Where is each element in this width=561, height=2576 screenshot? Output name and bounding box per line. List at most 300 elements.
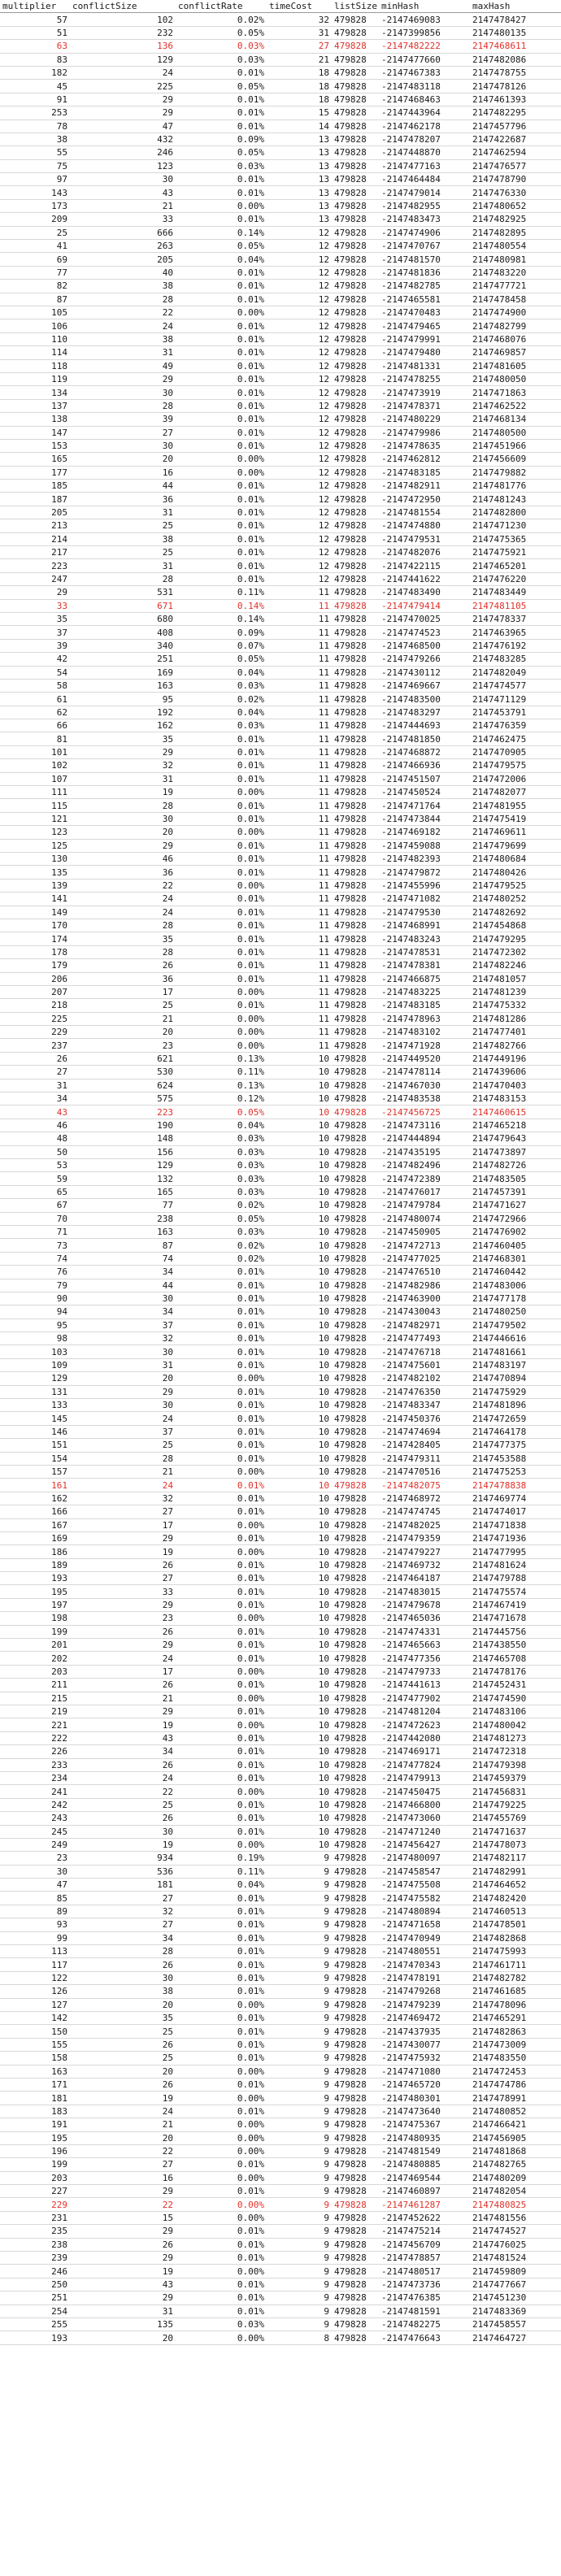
table-row[interactable] [0,1452,561,1465]
table-row[interactable] [0,2065,561,2078]
table-row[interactable] [0,2038,561,2051]
multiplier-cell: 123 [0,826,70,839]
table-row[interactable] [0,2131,561,2144]
table-row[interactable] [0,719,561,732]
table-row[interactable] [0,866,561,879]
min-hash-cell: -2147480301 [379,2092,470,2105]
time-cost-cell: 11 [267,1012,332,1025]
table-row[interactable] [0,2185,561,2198]
table-row[interactable] [0,2198,561,2211]
time-cost-cell: 9 [267,2118,332,2131]
table-row[interactable] [0,2318,561,2331]
list-size-cell: 479828 [332,853,379,866]
table-row[interactable] [0,666,561,679]
table-row[interactable] [0,879,561,892]
min-hash-cell: -2147476510 [379,1266,470,1279]
time-cost-cell: 12 [267,240,332,253]
min-hash-cell: -2147469083 [379,13,470,26]
table-row[interactable] [0,453,561,466]
table-row[interactable] [0,853,561,866]
conflict-size-cell: 31 [70,1358,176,1371]
list-size-cell: 479828 [332,1145,379,1158]
time-cost-cell: 10 [267,1825,332,1838]
max-hash-cell: 2147465291 [470,2011,561,2024]
table-row[interactable] [0,280,561,293]
conflict-rate-cell: 0.07% [176,639,267,652]
conflict-size-cell: 21 [70,2118,176,2131]
table-row[interactable] [0,639,561,652]
table-row[interactable] [0,146,561,159]
time-cost-cell: 11 [267,866,332,879]
table-row[interactable] [0,519,561,532]
time-cost-cell: 9 [267,1852,332,1865]
table-row[interactable] [0,1531,561,1544]
table-row[interactable] [0,1825,561,1838]
multiplier-cell: 211 [0,1679,70,1692]
list-size-cell: 479828 [332,1958,379,1971]
multiplier-cell: 119 [0,372,70,385]
table-row[interactable] [0,1199,561,1212]
table-row[interactable] [0,972,561,985]
multiplier-cell: 105 [0,306,70,319]
table-row[interactable] [0,1106,561,1119]
multiplier-cell: 141 [0,893,70,906]
table-row[interactable] [0,1132,561,1145]
conflict-size-cell: 27 [70,1572,176,1585]
table-row[interactable] [0,1239,561,1252]
max-hash-cell: 2147439606 [470,1066,561,1079]
header-list-size[interactable]: listSize [332,0,379,13]
max-hash-cell: 2147483449 [470,586,561,599]
conflict-size-cell: 38 [70,280,176,293]
max-hash-cell: 2147422687 [470,132,561,146]
table-row[interactable] [0,732,561,745]
conflict-rate-cell: 0.05% [176,80,267,93]
table-row[interactable] [0,80,561,93]
table-row[interactable] [0,1372,561,1385]
table-row[interactable] [0,1505,561,1518]
table-row[interactable] [0,506,561,519]
table-row[interactable] [0,173,561,186]
table-row[interactable] [0,2265,561,2278]
header-conflict-rate[interactable]: conflictRate [176,0,267,13]
table-row[interactable] [0,1692,561,1705]
table-row[interactable] [0,1892,561,1905]
header-time-cost[interactable]: timeCost [267,0,332,13]
table-row[interactable] [0,466,561,479]
time-cost-cell: 18 [267,66,332,79]
conflict-size-cell: 25 [70,519,176,532]
table-row[interactable] [0,13,561,26]
multiplier-cell: 207 [0,985,70,998]
max-hash-cell: 2147465708 [470,1652,561,1665]
table-row[interactable] [0,293,561,306]
table-row[interactable] [0,826,561,839]
multiplier-cell: 153 [0,439,70,452]
time-cost-cell: 10 [267,1292,332,1305]
max-hash-cell: 2147480250 [470,1305,561,1318]
min-hash-cell: -2147473844 [379,812,470,825]
conflict-size-cell: 123 [70,159,176,172]
multiplier-cell: 121 [0,812,70,825]
list-size-cell: 479828 [332,1665,379,1678]
table-row[interactable] [0,332,561,345]
header-conflict-size[interactable]: conflictSize [70,0,176,13]
list-size-cell: 479828 [332,1318,379,1331]
conflict-size-cell: 23 [70,1039,176,1052]
table-row[interactable] [0,1292,561,1305]
table-row[interactable] [0,2118,561,2131]
table-row[interactable] [0,1998,561,2011]
table-row[interactable] [0,319,561,332]
table-row[interactable] [0,1158,561,1171]
table-row[interactable] [0,93,561,106]
table-row[interactable] [0,759,561,772]
table-row[interactable] [0,213,561,226]
max-hash-cell: 2147478126 [470,80,561,93]
max-hash-cell: 2147481524 [470,2252,561,2265]
table-row[interactable] [0,1026,561,1039]
time-cost-cell: 10 [267,1785,332,1798]
table-row[interactable] [0,2278,561,2291]
time-cost-cell: 27 [267,40,332,53]
table-row[interactable] [0,1492,561,1505]
list-size-cell: 479828 [332,1652,379,1665]
conflict-rate-cell: 0.05% [176,1106,267,1119]
min-hash-cell: -2147476385 [379,2291,470,2304]
table-row[interactable] [0,2331,561,2344]
table-row[interactable] [0,985,561,998]
list-size-cell: 479828 [332,1531,379,1544]
table-row[interactable] [0,999,561,1012]
table-row[interactable] [0,559,561,572]
table-row[interactable] [0,1665,561,1678]
time-cost-cell: 12 [267,253,332,266]
table-row[interactable] [0,1318,561,1331]
table-row[interactable] [0,745,561,758]
max-hash-cell: 2147481661 [470,1345,561,1358]
table-row[interactable] [0,1798,561,1811]
time-cost-cell: 9 [267,2078,332,2091]
multiplier-cell: 154 [0,1452,70,1465]
table-row[interactable] [0,1612,561,1625]
time-cost-cell: 9 [267,1918,332,1931]
multiplier-cell: 187 [0,493,70,506]
table-row[interactable] [0,679,561,692]
max-hash-cell: 2147472453 [470,2065,561,2078]
table-row[interactable] [0,1439,561,1452]
max-hash-cell: 2147466421 [470,2118,561,2131]
conflict-rate-cell: 0.01% [176,493,267,506]
table-row[interactable] [0,1266,561,1279]
table-row[interactable] [0,1905,561,1918]
table-row[interactable] [0,1679,561,1692]
table-row[interactable] [0,1052,561,1065]
table-row[interactable] [0,1093,561,1106]
table-row[interactable] [0,1931,561,1944]
header-min-hash[interactable]: minHash [379,0,470,13]
conflict-rate-cell: 0.01% [176,1452,267,1465]
conflict-size-cell: 29 [70,1639,176,1652]
table-row[interactable] [0,132,561,146]
table-row[interactable] [0,2025,561,2038]
table-row[interactable] [0,919,561,932]
time-cost-cell: 10 [267,1093,332,1106]
table-row[interactable] [0,959,561,972]
multiplier-cell: 62 [0,706,70,719]
table-row[interactable] [0,346,561,359]
conflict-rate-cell: 0.01% [176,772,267,785]
table-row[interactable] [0,706,561,719]
conflict-size-cell: 46 [70,853,176,866]
table-row[interactable] [0,106,561,119]
table-row[interactable] [0,612,561,625]
table-row[interactable] [0,945,561,958]
table-row[interactable] [0,626,561,639]
table-row[interactable] [0,1399,561,1412]
conflict-size-cell: 43 [70,1731,176,1744]
table-row[interactable] [0,1585,561,1598]
table-row[interactable] [0,53,561,66]
table-row[interactable] [0,426,561,439]
max-hash-cell: 2147475921 [470,546,561,559]
conflict-size-cell: 33 [70,1585,176,1598]
conflict-rate-cell: 0.09% [176,132,267,146]
table-row[interactable] [0,1479,561,1492]
table-row[interactable] [0,2171,561,2184]
table-row[interactable] [0,439,561,452]
table-row[interactable] [0,159,561,172]
table-row[interactable] [0,413,561,426]
table-row[interactable] [0,1185,561,1198]
table-row[interactable] [0,1252,561,1265]
table-row[interactable] [0,1652,561,1665]
table-row[interactable] [0,1212,561,1225]
table-row[interactable] [0,2225,561,2238]
list-size-cell: 479828 [332,13,379,26]
table-row[interactable] [0,1039,561,1052]
table-row[interactable] [0,1172,561,1185]
table-row[interactable] [0,226,561,239]
table-row[interactable] [0,1066,561,1079]
table-row[interactable] [0,1838,561,1851]
table-row[interactable] [0,1358,561,1371]
conflict-rate-cell: 0.01% [176,1305,267,1318]
time-cost-cell: 9 [267,2065,332,2078]
list-size-cell: 479828 [332,386,379,399]
multiplier-cell: 170 [0,919,70,932]
min-hash-cell: -2147479266 [379,653,470,666]
table-row[interactable] [0,1639,561,1652]
conflict-rate-cell: 0.01% [176,559,267,572]
conflict-rate-cell: 0.04% [176,1879,267,1892]
conflict-rate-cell: 0.01% [176,480,267,493]
max-hash-cell: 2147459809 [470,2265,561,2278]
table-row[interactable] [0,839,561,852]
table-row[interactable] [0,693,561,706]
list-size-cell: 479828 [332,346,379,359]
time-cost-cell: 12 [267,426,332,439]
multiplier-cell: 205 [0,506,70,519]
time-cost-cell: 14 [267,119,332,132]
table-row[interactable] [0,1918,561,1931]
table-row[interactable] [0,186,561,199]
table-row[interactable] [0,253,561,266]
time-cost-cell: 18 [267,80,332,93]
table-row[interactable] [0,1958,561,1971]
table-row[interactable] [0,546,561,559]
conflict-rate-cell: 0.01% [176,293,267,306]
table-row[interactable] [0,812,561,825]
multiplier-cell: 186 [0,1545,70,1558]
table-row[interactable] [0,40,561,53]
table-row[interactable] [0,1119,561,1132]
table-row[interactable] [0,480,561,493]
table-row[interactable] [0,2304,561,2318]
conflict-rate-cell: 0.01% [176,1505,267,1518]
table-row[interactable] [0,1012,561,1025]
max-hash-cell: 2147457391 [470,1185,561,1198]
table-row[interactable] [0,386,561,399]
table-row[interactable] [0,772,561,785]
table-row[interactable] [0,893,561,906]
time-cost-cell: 10 [267,1572,332,1585]
table-row[interactable] [0,1971,561,1984]
table-row[interactable] [0,1718,561,1731]
list-size-cell: 479828 [332,532,379,545]
list-size-cell: 479828 [332,719,379,732]
time-cost-cell: 12 [267,399,332,412]
table-row[interactable] [0,1745,561,1758]
table-row[interactable] [0,1812,561,1825]
time-cost-cell: 11 [267,959,332,972]
table-row[interactable] [0,1145,561,1158]
table-row[interactable] [0,1465,561,1478]
table-row[interactable] [0,2211,561,2224]
table-row[interactable] [0,599,561,612]
list-size-cell: 479828 [332,1225,379,1238]
table-row[interactable] [0,1225,561,1238]
multiplier-cell: 143 [0,186,70,199]
table-row[interactable] [0,1731,561,1744]
table-row[interactable] [0,1425,561,1438]
table-row[interactable] [0,119,561,132]
table-row[interactable] [0,1879,561,1892]
table-row[interactable] [0,240,561,253]
table-row[interactable] [0,1785,561,1798]
time-cost-cell: 10 [267,1212,332,1225]
table-row[interactable] [0,906,561,919]
table-row[interactable] [0,1545,561,1558]
min-hash-cell: -2147482986 [379,1279,470,1292]
min-hash-cell: -2147430077 [379,2038,470,2051]
table-row[interactable] [0,1758,561,1771]
conflict-rate-cell: 0.01% [176,1771,267,1784]
table-row[interactable] [0,2011,561,2024]
time-cost-cell: 9 [267,2131,332,2144]
table-row[interactable] [0,1305,561,1318]
table-row[interactable] [0,2291,561,2304]
table-row[interactable] [0,2105,561,2118]
min-hash-cell: -2147483225 [379,985,470,998]
table-row[interactable] [0,2092,561,2105]
table-row[interactable] [0,1771,561,1784]
conflict-rate-cell: 0.00% [176,1465,267,1478]
table-row[interactable] [0,1385,561,1398]
multiplier-cell: 227 [0,2185,70,2198]
table-row[interactable] [0,786,561,799]
conflict-rate-cell: 0.00% [176,879,267,892]
table-row[interactable] [0,359,561,372]
table-row[interactable] [0,2238,561,2251]
multiplier-cell: 82 [0,280,70,293]
table-row[interactable] [0,2144,561,2157]
max-hash-cell: 2147481286 [470,1012,561,1025]
table-row[interactable] [0,372,561,385]
list-size-cell: 479828 [332,1572,379,1585]
conflict-size-cell: 43 [70,2278,176,2291]
table-row[interactable] [0,2052,561,2065]
time-cost-cell: 9 [267,1945,332,1958]
min-hash-cell: -2147465720 [379,2078,470,2091]
header-max-hash[interactable]: maxHash [470,0,561,13]
table-row[interactable] [0,26,561,39]
table-row[interactable] [0,399,561,412]
table-row[interactable] [0,306,561,319]
table-row[interactable] [0,266,561,279]
table-row[interactable] [0,1332,561,1345]
conflict-size-cell: 20 [70,1026,176,1039]
table-row[interactable] [0,532,561,545]
table-row[interactable] [0,1518,561,1531]
table-row[interactable] [0,1345,561,1358]
table-row[interactable] [0,932,561,945]
min-hash-cell: -2147469544 [379,2171,470,2184]
table-row[interactable] [0,1945,561,1958]
table-row[interactable] [0,1625,561,1638]
table-row[interactable] [0,1412,561,1425]
table-row[interactable] [0,572,561,585]
table-row[interactable] [0,653,561,666]
table-row[interactable] [0,799,561,812]
table-row[interactable] [0,586,561,599]
table-row[interactable] [0,1865,561,1878]
multiplier-cell: 199 [0,1625,70,1638]
table-row[interactable] [0,1985,561,1998]
table-row[interactable] [0,2158,561,2171]
table-row[interactable] [0,1705,561,1718]
max-hash-cell: 2147480050 [470,372,561,385]
table-row[interactable] [0,1558,561,1571]
conflict-rate-cell: 0.00% [176,1665,267,1678]
table-row[interactable] [0,1852,561,1865]
conflict-size-cell: 27 [70,1892,176,1905]
min-hash-cell: -2147466875 [379,972,470,985]
table-row[interactable] [0,493,561,506]
max-hash-cell: 2147477667 [470,2278,561,2291]
table-row[interactable] [0,199,561,212]
table-row[interactable] [0,1598,561,1611]
table-row[interactable] [0,2078,561,2091]
table-row[interactable] [0,1079,561,1092]
table-row[interactable] [0,1572,561,1585]
header-multiplier[interactable]: multiplier [0,0,70,13]
multiplier-cell: 145 [0,1412,70,1425]
table-row[interactable] [0,66,561,79]
multiplier-cell: 203 [0,1665,70,1678]
table-row[interactable] [0,1279,561,1292]
table-row[interactable] [0,2252,561,2265]
